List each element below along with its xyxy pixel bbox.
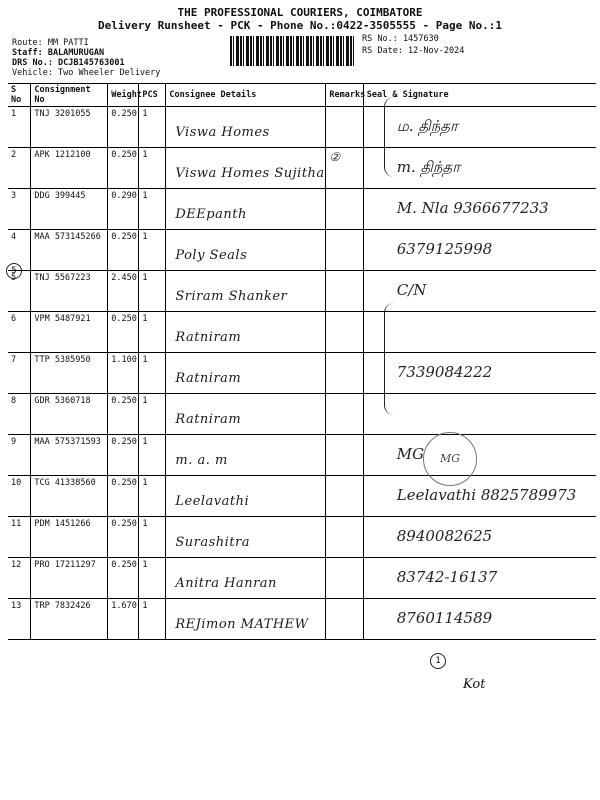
table-row xyxy=(8,230,596,271)
sno-cell: 6 xyxy=(8,312,31,353)
table-row xyxy=(8,353,596,394)
table-row xyxy=(8,107,596,148)
signature-cell: 6379125998 xyxy=(363,230,596,271)
sno-cell: 3 xyxy=(8,189,31,230)
consignee-cell: Ratniram xyxy=(166,312,326,353)
signature-cell: MG xyxy=(363,435,596,476)
weight-cell: 1.670 xyxy=(108,599,139,640)
remarks-cell xyxy=(326,558,363,599)
remarks-cell xyxy=(326,271,363,312)
table-row xyxy=(8,189,596,230)
consignment-cell: DDG 399445 xyxy=(31,189,108,230)
pcs-cell: 1 xyxy=(139,599,166,640)
table-row xyxy=(8,394,596,435)
bracket-mark xyxy=(384,303,399,415)
consignment-cell: TTP 5385950 xyxy=(31,353,108,394)
table-header-row xyxy=(8,84,596,107)
delivery-stamp: MG xyxy=(423,432,477,486)
bracket-mark xyxy=(384,97,399,177)
consignment-cell: APK 1212100 xyxy=(31,148,108,189)
rs-number: RS No.: 1457630 xyxy=(362,34,439,44)
weight-cell: 0.250 xyxy=(108,148,139,189)
weight-cell: 2.450 xyxy=(108,271,139,312)
signature-cell: M. Nla 9366677233 xyxy=(363,189,596,230)
remarks-cell xyxy=(326,189,363,230)
remarks-cell: ② xyxy=(326,148,363,189)
pcs-cell: 1 xyxy=(139,230,166,271)
pcs-cell: 1 xyxy=(139,107,166,148)
sno-cell: 1 xyxy=(8,107,31,148)
rs-date: RS Date: 12-Nov-2024 xyxy=(362,46,465,56)
remarks-cell xyxy=(326,435,363,476)
staff-label: Staff: BALAMURUGAN xyxy=(12,48,105,58)
table-row xyxy=(8,271,596,312)
col-header-consignment: Consignment No xyxy=(31,84,108,107)
col-header-sno: S No xyxy=(8,84,31,107)
consignee-cell: Surashitra xyxy=(166,517,326,558)
sno-cell: 7 xyxy=(8,353,31,394)
remarks-cell xyxy=(326,312,363,353)
table-row xyxy=(8,476,596,517)
consignee-cell: REJimon MATHEW xyxy=(166,599,326,640)
circled-five: 5 xyxy=(6,258,22,279)
signature-cell: 7339084222 xyxy=(363,353,596,394)
vehicle-label: Vehicle: Two Wheeler Delivery xyxy=(12,68,161,78)
pcs-cell: 1 xyxy=(139,271,166,312)
col-header-signature: Seal & Signature xyxy=(363,84,596,107)
route-label: Route: MM PATTI xyxy=(12,38,89,48)
pcs-cell: 1 xyxy=(139,148,166,189)
bottom-initials: Kot xyxy=(463,677,486,692)
sno-cell: 2 xyxy=(8,148,31,189)
signature-cell: Leelavathi 8825789973 xyxy=(363,476,596,517)
remarks-cell xyxy=(326,353,363,394)
weight-cell: 0.250 xyxy=(108,476,139,517)
consignment-cell: MAA 575371593 xyxy=(31,435,108,476)
company-title: THE PROFESSIONAL COURIERS, COIMBATORE xyxy=(177,6,423,19)
signature-cell: 83742-16137 xyxy=(363,558,596,599)
table-row xyxy=(8,558,596,599)
pcs-cell: 1 xyxy=(139,517,166,558)
col-header-remarks: Remarks xyxy=(326,84,363,107)
consignment-cell: TCG 41338560 xyxy=(31,476,108,517)
drs-label: DRS No.: DCJB145763001 xyxy=(12,58,125,68)
table-row xyxy=(8,599,596,640)
weight-cell: 0.250 xyxy=(108,107,139,148)
consignee-cell: Viswa Homes Sujitha xyxy=(166,148,326,189)
remarks-cell xyxy=(326,599,363,640)
sno-cell: 5 xyxy=(8,271,31,312)
barcode-image xyxy=(230,36,355,66)
sno-cell: 12 xyxy=(8,558,31,599)
route-info xyxy=(12,38,160,78)
col-header-pcs: PCS xyxy=(139,84,166,107)
weight-cell: 0.250 xyxy=(108,558,139,599)
consignee-cell: Ratniram xyxy=(166,394,326,435)
consignee-cell: Ratniram xyxy=(166,353,326,394)
pcs-cell: 1 xyxy=(139,312,166,353)
table-row xyxy=(8,517,596,558)
signature-cell: C/N xyxy=(363,271,596,312)
signature-cell: ம. திந்தா xyxy=(363,107,596,148)
remarks-cell xyxy=(326,517,363,558)
consignee-cell: Sriram Shanker xyxy=(166,271,326,312)
weight-cell: 0.250 xyxy=(108,230,139,271)
consignment-cell: MAA 573145266 xyxy=(31,230,108,271)
sno-cell: 4 xyxy=(8,230,31,271)
sno-cell: 9 xyxy=(8,435,31,476)
weight-cell: 0.250 xyxy=(108,517,139,558)
table-row xyxy=(8,312,596,353)
consignee-cell: Anitra Hanran xyxy=(166,558,326,599)
consignment-cell: PRO 17211297 xyxy=(31,558,108,599)
remarks-cell xyxy=(326,107,363,148)
remarks-cell xyxy=(326,230,363,271)
consignee-cell: DEEpanth xyxy=(166,189,326,230)
table-row xyxy=(8,435,596,476)
pcs-cell: 1 xyxy=(139,558,166,599)
bottom-circle-mark: 1 xyxy=(430,648,446,669)
col-header-consignee: Consignee Details xyxy=(166,84,326,107)
consignee-cell: Leelavathi xyxy=(166,476,326,517)
rs-info xyxy=(362,33,464,57)
pcs-cell: 1 xyxy=(139,353,166,394)
pcs-cell: 1 xyxy=(139,189,166,230)
signature-cell: 8940082625 xyxy=(363,517,596,558)
consignment-cell: VPM 5487921 xyxy=(31,312,108,353)
sno-cell: 8 xyxy=(8,394,31,435)
consignee-cell: Viswa Homes xyxy=(166,107,326,148)
sno-cell: 10 xyxy=(8,476,31,517)
pcs-cell: 1 xyxy=(139,394,166,435)
weight-cell: 0.250 xyxy=(108,435,139,476)
weight-cell: 0.250 xyxy=(108,312,139,353)
sno-cell: 11 xyxy=(8,517,31,558)
consignment-cell: TNJ 5567223 xyxy=(31,271,108,312)
pcs-cell: 1 xyxy=(139,435,166,476)
signature-cell: 8760114589 xyxy=(363,599,596,640)
signature-cell: m. திந்தா xyxy=(363,148,596,189)
weight-cell: 1.100 xyxy=(108,353,139,394)
table-row xyxy=(8,148,596,189)
col-header-weight: Weight xyxy=(108,84,139,107)
pcs-cell: 1 xyxy=(139,476,166,517)
weight-cell: 0.290 xyxy=(108,189,139,230)
consignee-cell: m. a. m xyxy=(166,435,326,476)
consignment-cell: TNJ 3201055 xyxy=(31,107,108,148)
weight-cell: 0.250 xyxy=(108,394,139,435)
consignment-cell: PDM 1451266 xyxy=(31,517,108,558)
consignment-cell: GDR 5360718 xyxy=(31,394,108,435)
remarks-cell xyxy=(326,394,363,435)
runsheet-subtitle: Delivery Runsheet - PCK - Phone No.:0422-3505555 - Page No.:1 xyxy=(98,19,502,32)
remarks-cell xyxy=(326,476,363,517)
consignee-cell: Poly Seals xyxy=(166,230,326,271)
sno-cell: 13 xyxy=(8,599,31,640)
runsheet-table xyxy=(8,83,596,640)
consignment-cell: TRP 7832426 xyxy=(31,599,108,640)
